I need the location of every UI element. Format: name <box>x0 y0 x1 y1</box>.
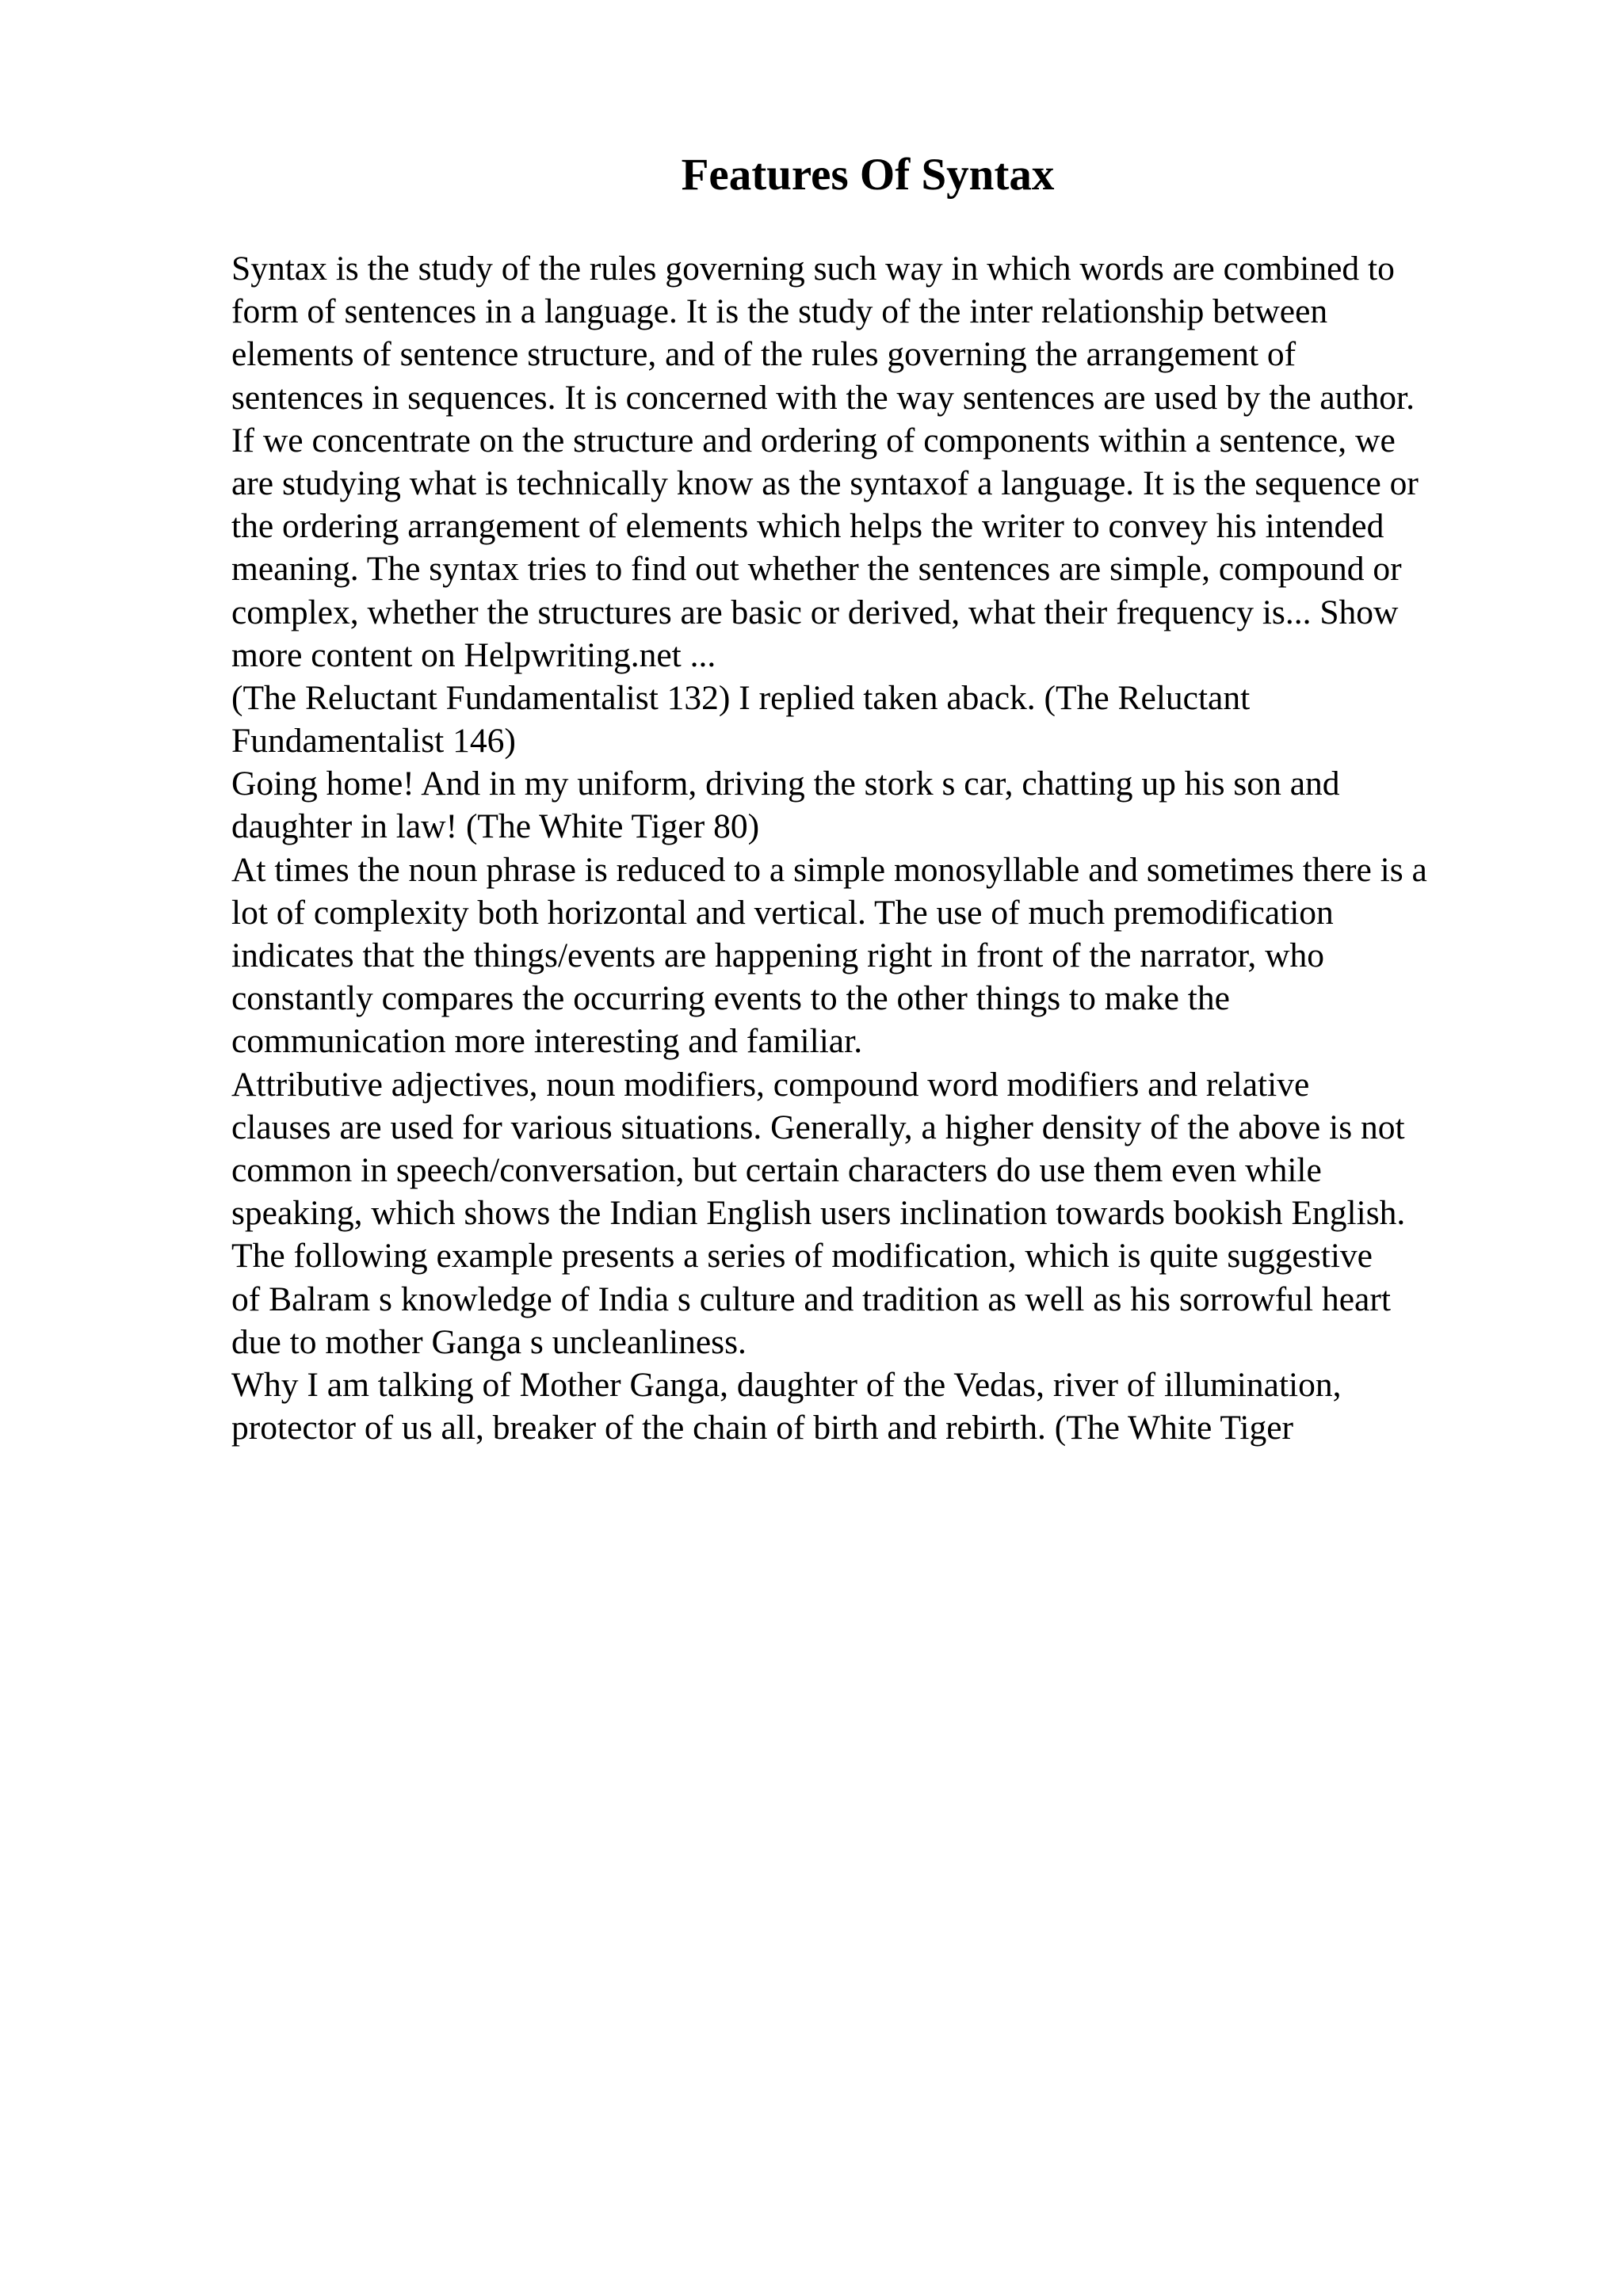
text-line: are studying what is technically know as the syntaxof a language. It is the sequence or <box>231 463 1419 502</box>
text-line: due to mother Ganga s uncleanliness. <box>231 1322 747 1361</box>
document-body <box>231 247 1610 1449</box>
text-line: more content on Helpwriting.net ... <box>231 635 716 674</box>
text-line: Why I am talking of Mother Ganga, daughter of the Vedas, river of illumination, <box>231 1365 1342 1404</box>
text-line: Fundamentalist 146) <box>231 722 516 761</box>
text-line: clauses are used for various situations. Generally, a higher density of the above is not <box>231 1108 1405 1146</box>
text-line: the ordering arrangement of elements which helps the writer to convey his intended <box>231 507 1384 546</box>
text-line: communication more interesting and familiar. <box>231 1022 863 1061</box>
text-line: speaking, which shows the Indian English users inclination towards bookish English. <box>231 1194 1406 1233</box>
text-line: common in speech/conversation, but certain characters do use them even while <box>231 1150 1322 1189</box>
text-line: (The Reluctant Fundamentalist 132) I replied taken aback. (The Reluctant <box>231 678 1251 717</box>
text-line: If we concentrate on the structure and ordering of components within a sentence, we <box>231 421 1396 460</box>
text-line: daughter in law! (The White Tiger 80) <box>231 807 760 846</box>
text-line: elements of sentence structure, and of the rules governing the arrangement of <box>231 335 1296 374</box>
text-line: Attributive adjectives, noun modifiers, compound word modifiers and relative <box>231 1065 1310 1104</box>
text-line: meaning. The syntax tries to find out whether the sentences are simple, compound or <box>231 550 1402 589</box>
text-line: Going home! And in my uniform, driving the stork s car, chatting up his son and <box>231 765 1340 803</box>
page-title: Features Of Syntax <box>681 150 1055 200</box>
text-line: complex, whether the structures are basic or derived, what their frequency is... Show <box>231 593 1399 631</box>
text-line: sentences in sequences. It is concerned with the way sentences are used by the author. <box>231 378 1415 417</box>
text-line: protector of us all, breaker of the chain of birth and rebirth. (The White Tiger <box>231 1409 1294 1447</box>
text-line: At times the noun phrase is reduced to a simple monosyllable and sometimes there is a <box>231 850 1427 889</box>
text-line: of Balram s knowledge of India s culture and tradition as well as his sorrowful heart <box>231 1280 1391 1318</box>
text-line: constantly compares the occurring events to the other things to make the <box>231 979 1230 1018</box>
text-line: lot of complexity both horizontal and vertical. The use of much premodification <box>231 893 1334 932</box>
text-line: Syntax is the study of the rules governing such way in which words are combined to <box>231 250 1395 288</box>
text-line: The following example presents a series of modification, which is quite suggestive <box>231 1237 1373 1276</box>
text-line: indicates that the things/events are happening right in front of the narrator, who <box>231 936 1324 974</box>
text-line: form of sentences in a language. It is the study of the inter relationship between <box>231 292 1328 331</box>
